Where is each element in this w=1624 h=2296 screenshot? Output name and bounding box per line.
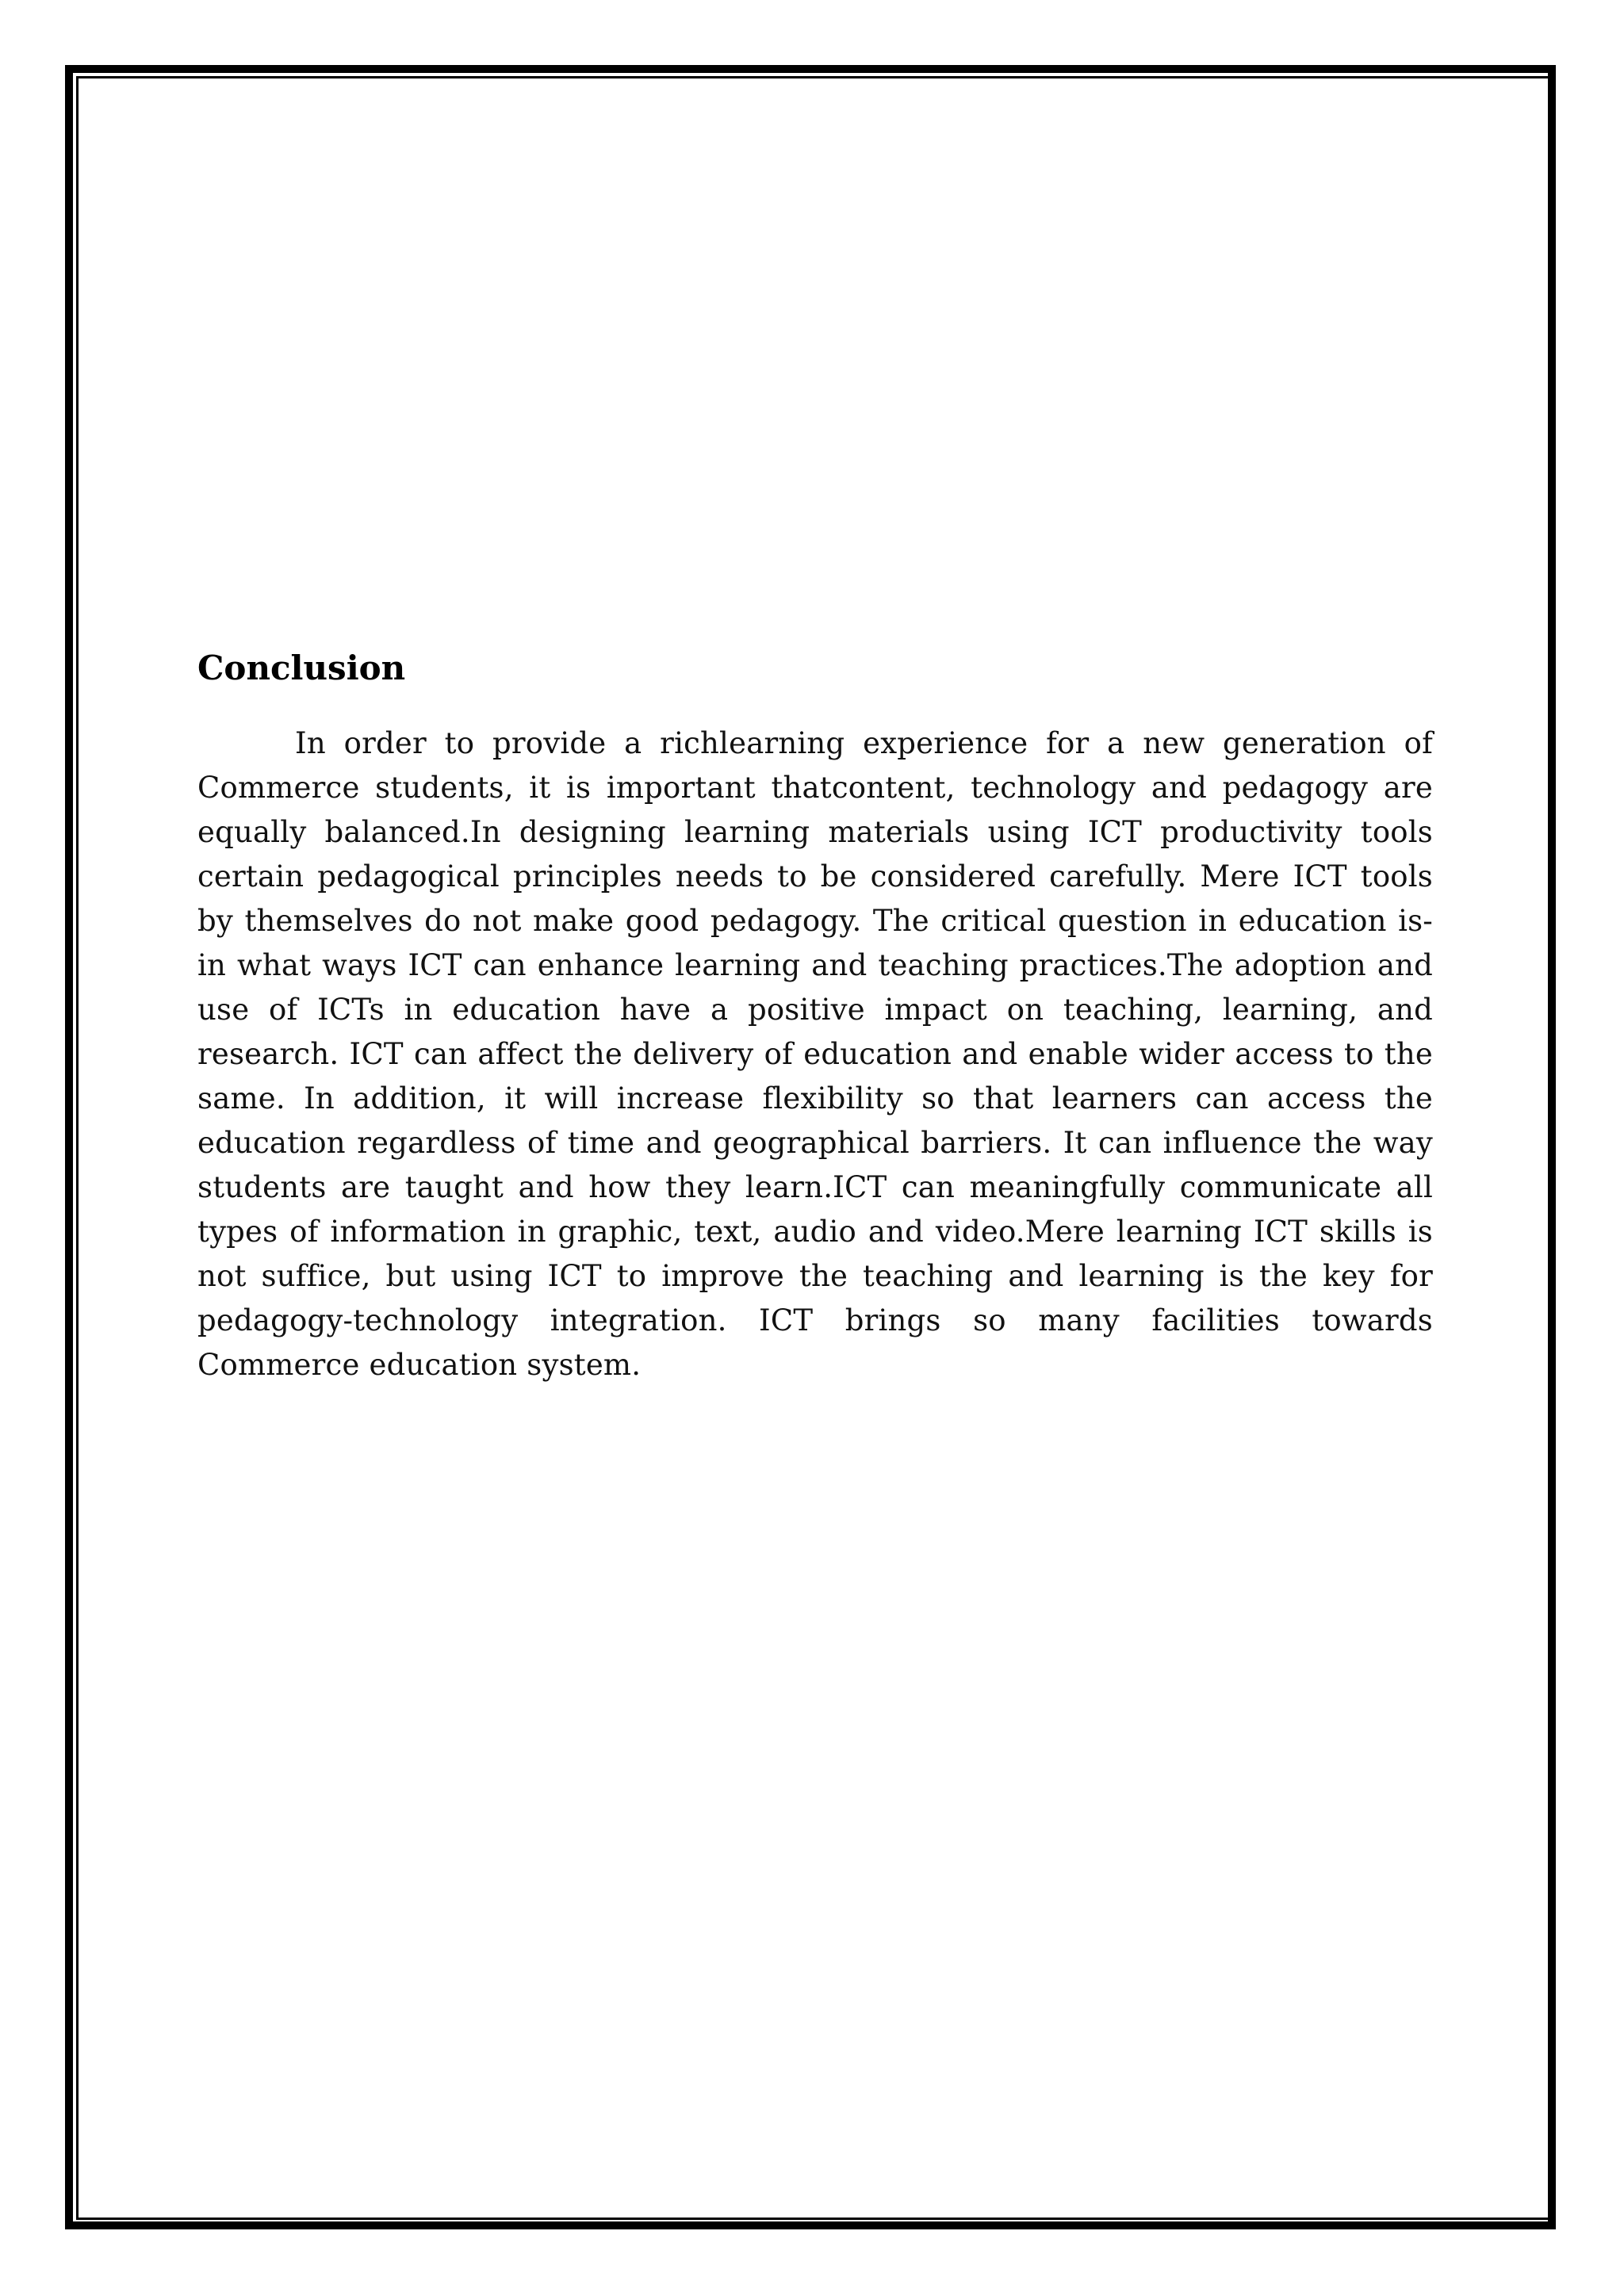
section-heading: Conclusion (197, 649, 406, 687)
body-paragraph: In order to provide a richlearning experience for a new generation of Commerce students, it is important thatcontent, technology and pedagogy are equally balanced.In designing learning materials using ICT productivity tools certain pedagogical principles needs to be considered carefully. Mere ICT tools by themselves do not make good pedagogy. The critical question in education is- in what ways ICT can enhance learning and teaching practices.The adoption and use of ICTs in education have a positive impact on teaching, learning, and research. ICT can affect the delivery of education and enable wider access to the same. In addition, it will increase flexibility so that learners can access the education regardless of time and geographical barriers. It can influence the way students are taught and how they learn.ICT can meaningfully communicate all types of information in graphic, text, audio and video.Mere learning ICT skills is not suffice, but using ICT to improve the teaching and learning is the key for pedagogy-technology integration. ICT brings so many facilities towards Commerce education system. (197, 726, 1433, 1383)
document-content (197, 649, 1433, 1387)
